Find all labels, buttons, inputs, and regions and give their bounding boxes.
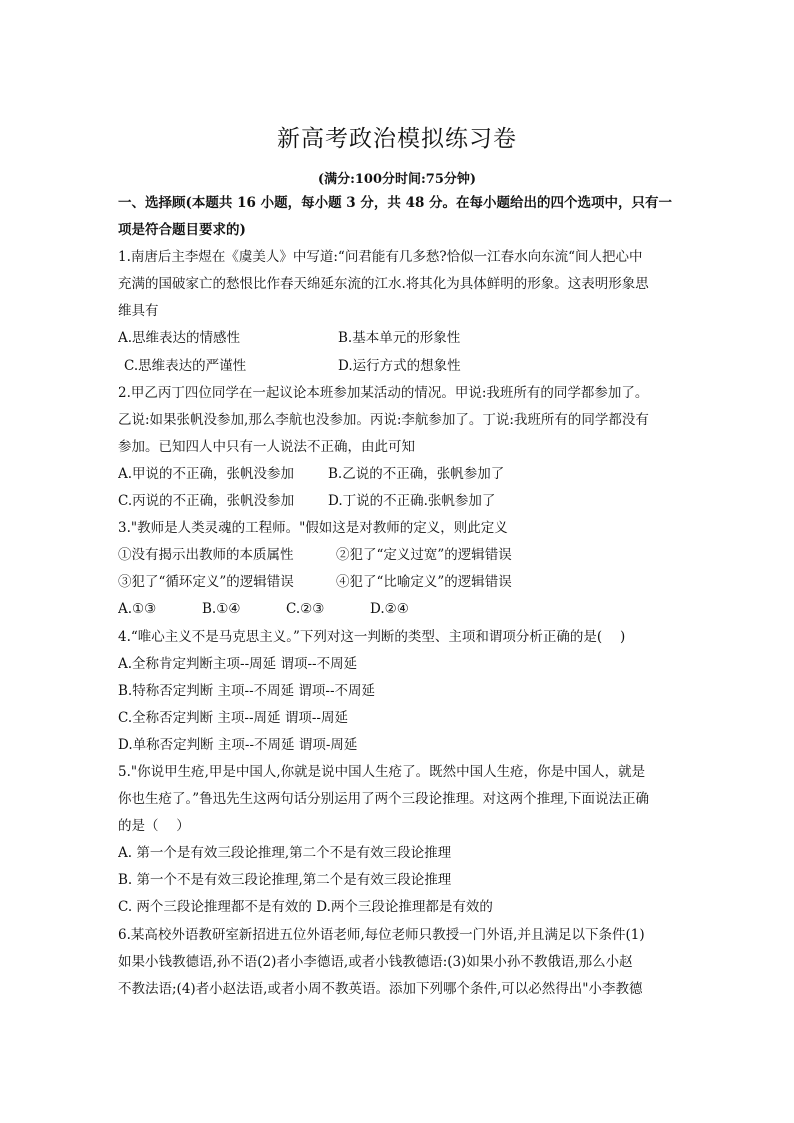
q3-statements-row-2 [118,569,678,596]
q3-option-c: C.②③ [286,601,325,618]
q2-option-b: B.乙说的不正确，张帆参加了 [328,465,505,482]
exam-content [118,190,678,1003]
q1-option-b: B.基本单元的形象性 [338,330,461,347]
exam-subtitle: (满分:100分时间:75分钟) [317,172,477,187]
section-heading-line-2: 项是符合题目要求的) [118,222,246,239]
q4-option-c: C.全称否定判断 主项--周延 谓项--周延 [118,709,348,726]
q5-stem-line-1: 5."你说甲生疮,甲是中国人,你就是说中国人生疮了。既然中国人生疮，你是中国人，就是 [118,763,646,780]
q4-option-b: B.特称否定判断 主项--不周延 谓项--不周延 [118,682,376,699]
q1-stem-line-1: 1.南唐后主李煜在《虞美人》中写道:“问君能有几多愁?恰似一江春水向东流“间人把心中 [118,249,643,266]
q5-option-a: A. 第一个是有效三段论推理,第二个不是有效三段论推理 [118,845,452,862]
q6-stem-line-3: 不教法语;(4)者小赵法语,或者小周不教英语。添加下列哪个条件,可以必然得出"小李教德 [118,980,643,997]
q2-options-row-1 [118,461,678,488]
page-title: 新高考政治模拟练习卷 [277,126,517,152]
q3-statement-2: ②犯了“定义过宽”的逻辑错误 [336,547,512,564]
q1-stem-line-2: 充满的国破家亡的愁恨比作春天绵延东流的江水.将其化为具体鲜明的形象。这表明形象思 [118,276,649,293]
q6-stem-line-2: 如果小钱教德语,孙不语(2)者小李德语,或者小钱教德语:(3)如果小孙不教俄语,那么小赵 [118,953,633,970]
q3-option-b: B.①④ [202,601,241,618]
q3-statements-row-1 [118,542,678,569]
q3-options-row [118,596,678,623]
q2-stem-line-3: 参加。已知四人中只有一人说法不正确，由此可知 [118,438,415,455]
q4-option-a: A.全称肯定判断主项--周延 谓项--不周延 [118,655,358,672]
q6-stem-line-1: 6.某高校外语教研室新招进五位外语老师,每位老师只教授一门外语,并且满足以下条件(1) [118,926,645,943]
q1-option-d: D.运行方式的想象性 [338,357,461,374]
q3-statement-1: ①没有揭示出教师的本质属性 [118,547,294,564]
section-heading-line-1: 一、选择顾(本题共 16 小题，每小题 3 分，共 48 分。在每小题给出的四个选项中，只有一 [118,195,673,211]
q1-option-a: A.思维表达的情感性 [118,330,241,347]
q3-stem: 3."教师是人类灵魂的工程师。"假如这是对教师的定义，则此定义 [118,520,508,537]
q2-option-a: A.甲说的不正确，张帆没参加 [118,465,295,482]
q3-option-a: A.①③ [118,601,157,618]
q3-statement-4: ④犯了“比喻定义”的逻辑错误 [336,574,512,591]
q1-options-row-1 [118,325,678,352]
q2-stem-line-1: 2.甲乙丙丁四位同学在一起议论本班参加某活动的情况。甲说:我班所有的同学都参加了。 [118,384,649,401]
q5-stem-line-2: 你也生疮了。”鲁迅先生这两句话分别运用了两个三段论推理。对这两个推理,下面说法正确 [118,791,649,808]
q4-stem: 4.“唯心主义不是马克思主义。”下列对这一判断的类型、主项和谓项分析正确的是( ) [118,628,626,645]
q1-options-row-2 [118,353,678,380]
q5-stem-line-3: 的是（ ） [118,818,190,835]
q4-option-d: D.单称否定判断 主项--不周延 谓项-周延 [118,736,358,753]
q3-option-d: D.②④ [370,601,409,618]
q2-options-row-2 [118,488,678,515]
q5-option-b: B. 第一个不是有效三段论推理,第二个是有效三段论推理 [118,872,452,889]
q3-statement-3: ③犯了“循环定义”的逻辑错误 [118,574,294,591]
q1-stem-line-3: 维具有 [118,303,159,320]
q2-option-d: D.丁说的不正确.张帆参加了 [328,493,496,510]
q5-options-c-d: C. 两个三段论推理都不是有效的 D.两个三段论推理都是有效的 [118,899,493,916]
q2-stem-line-2: 乙说:如果张帆没参加,那么李航也没参加。丙说:李航参加了。丁说:我班所有的同学都没有 [118,411,649,428]
q1-option-c: C.思维表达的严谨性 [124,357,247,374]
q2-option-c: C.丙说的不正确，张帆没参加 [118,493,295,510]
